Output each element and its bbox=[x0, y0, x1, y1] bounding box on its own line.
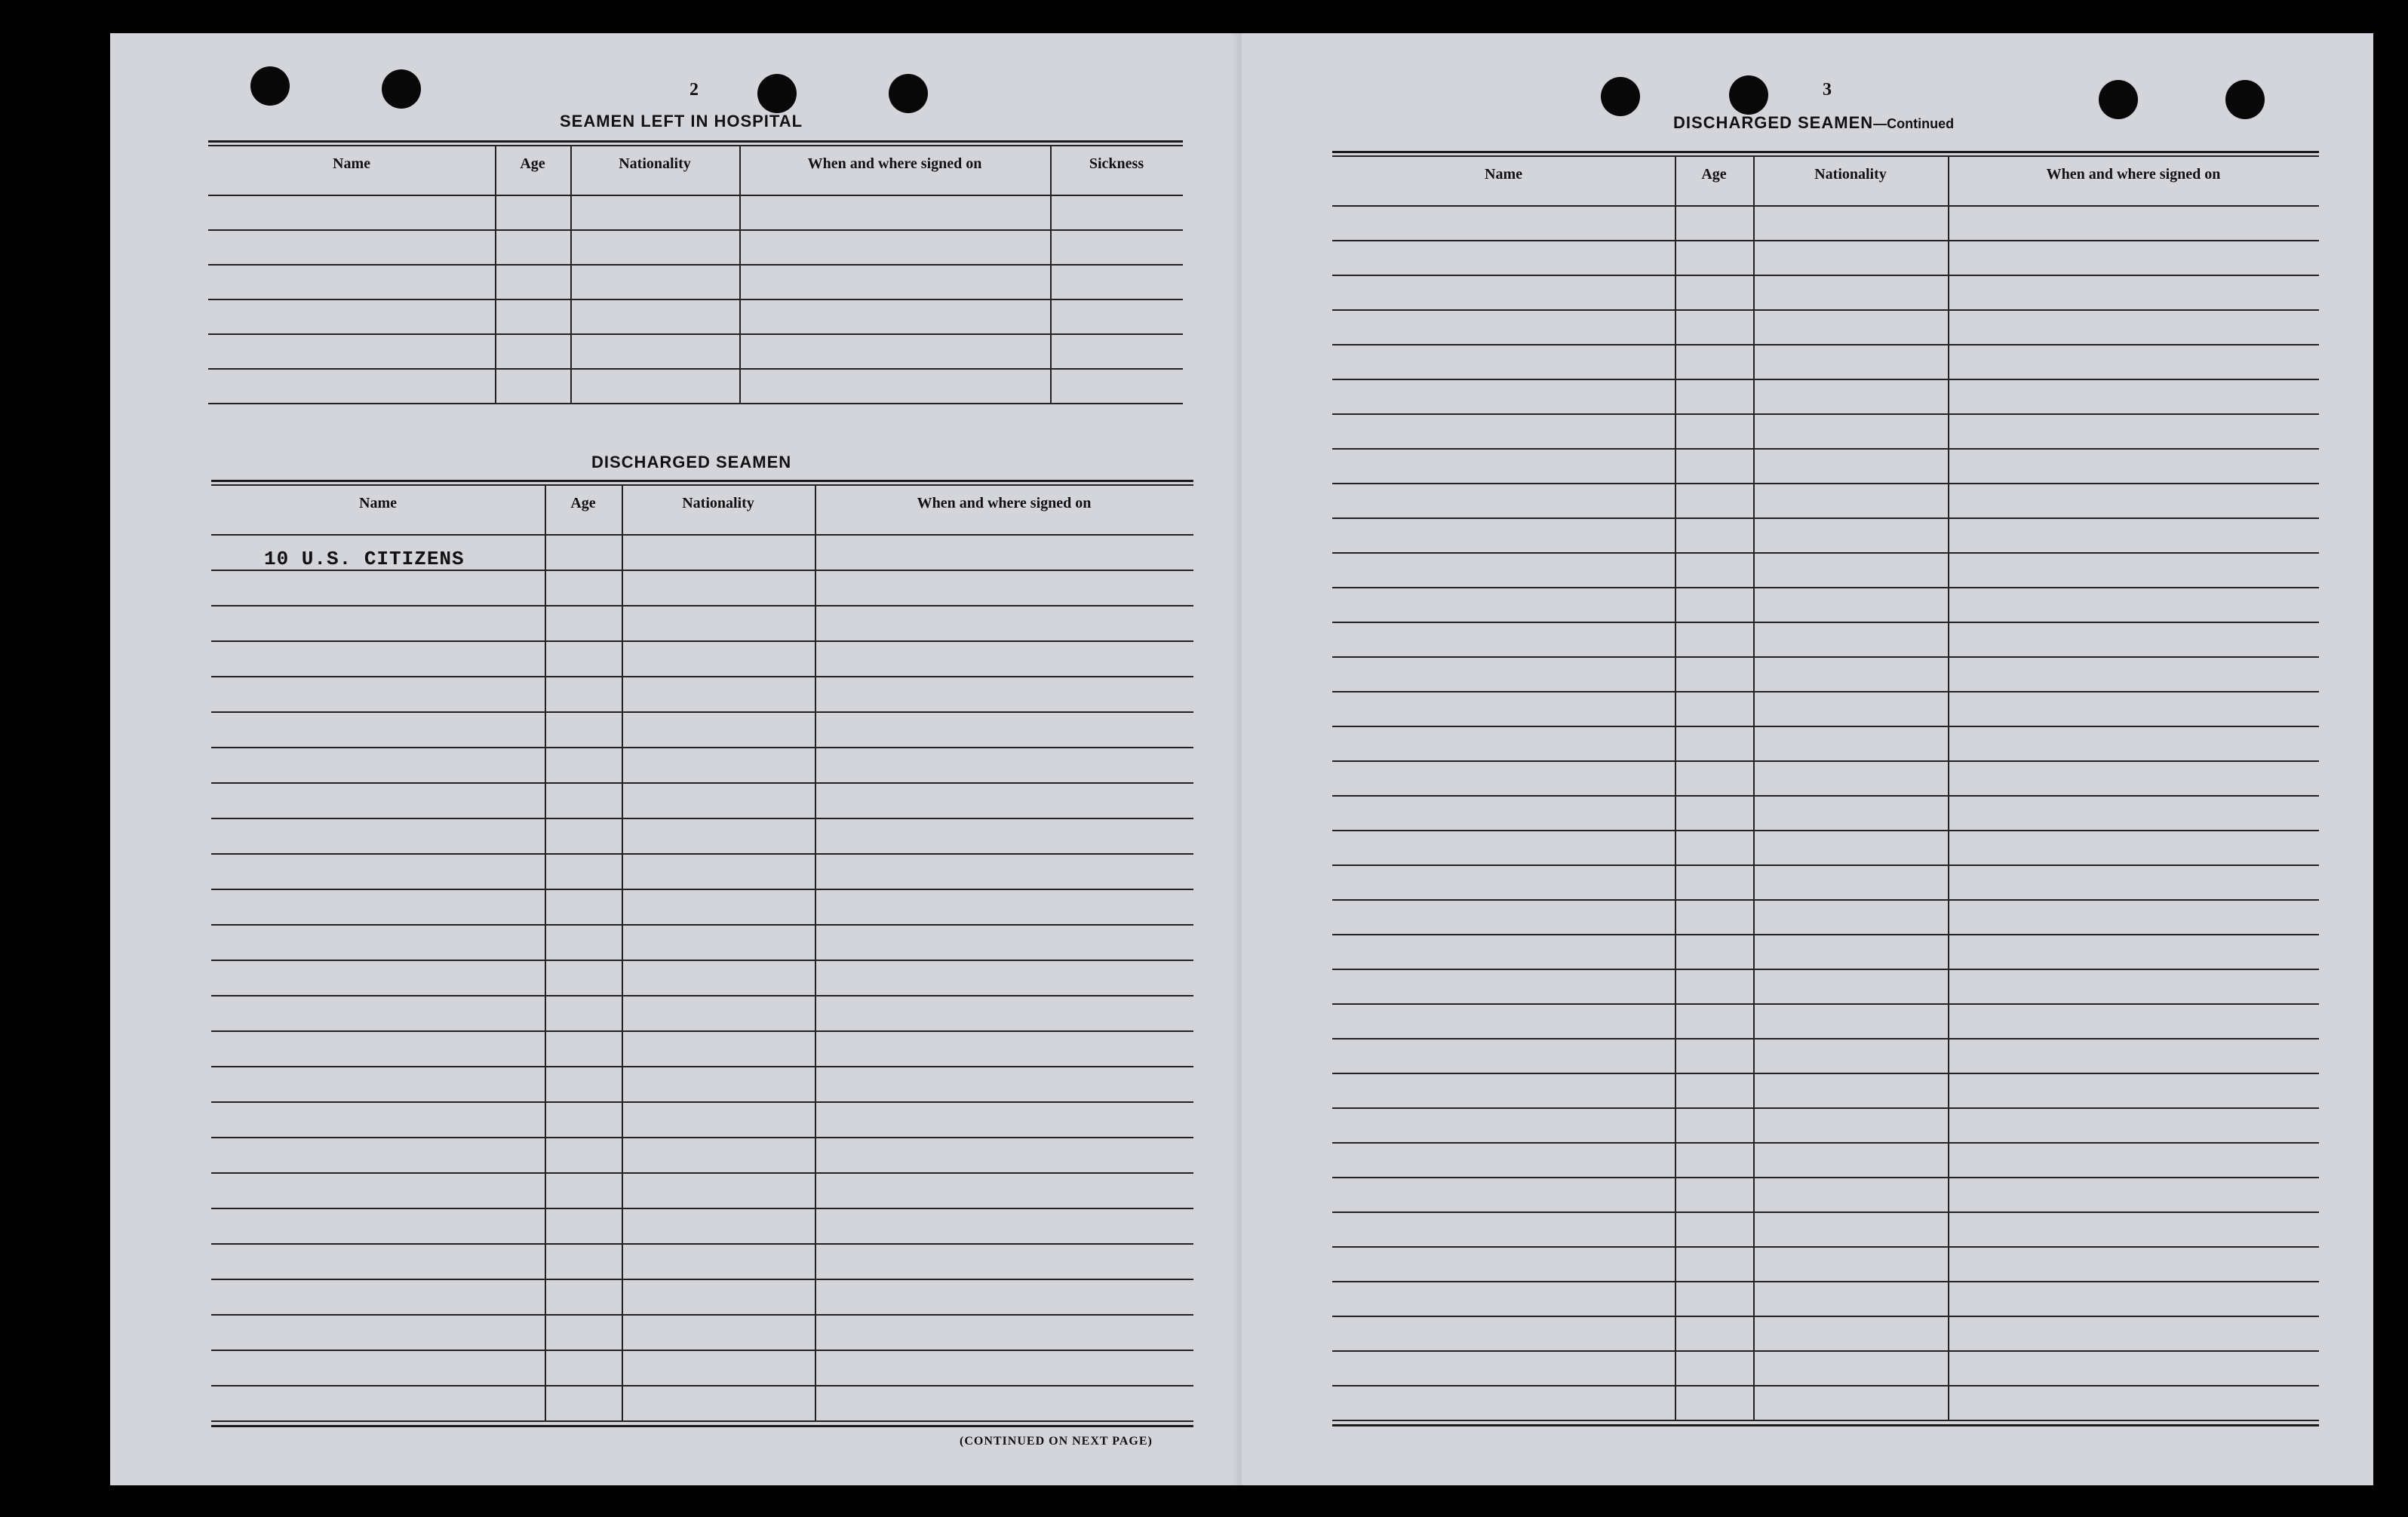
row-rule bbox=[1332, 1420, 2319, 1421]
row-rule bbox=[208, 333, 1183, 335]
column-header: Age bbox=[570, 495, 596, 511]
row-rule bbox=[1332, 830, 2319, 831]
row-rule bbox=[1332, 275, 2319, 276]
continued-table-title-main: DISCHARGED SEAMEN bbox=[1673, 113, 1874, 132]
row-rule bbox=[1332, 795, 2319, 797]
column-rule bbox=[1050, 146, 1052, 403]
column-rule bbox=[622, 486, 623, 1420]
row-rule bbox=[1332, 379, 2319, 380]
column-rule bbox=[1753, 157, 1755, 1420]
continued-table-title-suffix: —Continued bbox=[1873, 116, 1955, 131]
punch-hole bbox=[382, 69, 421, 109]
row-rule bbox=[211, 676, 1193, 677]
row-rule bbox=[211, 960, 1193, 961]
row-rule bbox=[211, 782, 1193, 784]
row-rule bbox=[1332, 1107, 2319, 1109]
row-rule bbox=[211, 1385, 1193, 1386]
row-rule bbox=[211, 1420, 1193, 1422]
row-rule bbox=[211, 1137, 1193, 1138]
row-rule bbox=[211, 605, 1193, 606]
row-rule bbox=[208, 403, 1183, 404]
row-rule bbox=[1332, 969, 2319, 970]
discharged-table-title: DISCHARGED SEAMEN bbox=[591, 453, 792, 471]
page-number: 2 bbox=[690, 80, 699, 100]
row-rule bbox=[1332, 899, 2319, 901]
row-rule bbox=[1332, 726, 2319, 727]
row-rule bbox=[211, 1066, 1193, 1067]
table-top-rule bbox=[1332, 151, 2319, 153]
hospital-table-title: SEAMEN LEFT IN HOSPITAL bbox=[560, 112, 803, 131]
column-header: When and where signed on bbox=[917, 495, 1092, 511]
row-rule bbox=[1332, 1316, 2319, 1317]
column-header: Age bbox=[520, 155, 545, 172]
row-rule bbox=[208, 368, 1183, 370]
column-header: Age bbox=[1701, 166, 1727, 183]
row-rule bbox=[1332, 1038, 2319, 1039]
punch-hole bbox=[889, 74, 928, 113]
header-rule bbox=[208, 195, 1183, 196]
row-rule bbox=[211, 818, 1193, 819]
column-header: When and where signed on bbox=[2046, 166, 2221, 183]
row-rule bbox=[211, 1030, 1193, 1032]
row-rule bbox=[1332, 1385, 2319, 1386]
column-rule bbox=[545, 486, 546, 1420]
right-page bbox=[1242, 33, 2373, 1485]
punch-hole bbox=[757, 74, 797, 113]
row-rule bbox=[208, 264, 1183, 266]
row-rule bbox=[1332, 1281, 2319, 1282]
row-rule bbox=[1332, 517, 2319, 519]
row-rule bbox=[1332, 413, 2319, 415]
row-rule bbox=[1332, 587, 2319, 588]
row-rule bbox=[1332, 934, 2319, 935]
table-top-rule bbox=[211, 484, 1193, 486]
row-rule bbox=[1332, 344, 2319, 345]
row-rule bbox=[211, 889, 1193, 890]
column-header: Name bbox=[333, 155, 370, 172]
column-rule bbox=[739, 146, 741, 403]
row-rule bbox=[1332, 656, 2319, 658]
row-rule bbox=[211, 924, 1193, 926]
row-rule bbox=[1332, 1246, 2319, 1248]
row-rule bbox=[208, 299, 1183, 300]
column-header: Name bbox=[359, 495, 397, 511]
table-top-rule bbox=[208, 140, 1183, 143]
row-rule bbox=[1332, 240, 2319, 241]
row-rule bbox=[1332, 552, 2319, 554]
row-rule bbox=[211, 1314, 1193, 1316]
row-rule bbox=[1332, 309, 2319, 311]
left-page bbox=[110, 33, 1242, 1485]
row-rule bbox=[211, 1172, 1193, 1174]
row-rule bbox=[211, 1350, 1193, 1351]
continued-table-title bbox=[1673, 113, 1954, 133]
column-header: Nationality bbox=[682, 495, 754, 511]
row-rule bbox=[1332, 1142, 2319, 1144]
header-rule bbox=[211, 534, 1193, 536]
row-rule bbox=[211, 747, 1193, 748]
row-rule bbox=[1332, 1211, 2319, 1213]
discharged-entry: 10 U.S. CITIZENS bbox=[264, 548, 465, 570]
row-rule bbox=[1332, 1350, 2319, 1352]
column-header: When and where signed on bbox=[807, 155, 982, 172]
column-rule bbox=[1948, 157, 1949, 1420]
table-bottom-rule bbox=[1332, 1424, 2319, 1426]
row-rule bbox=[208, 229, 1183, 231]
row-rule bbox=[211, 853, 1193, 855]
row-rule bbox=[211, 1279, 1193, 1280]
column-header: Name bbox=[1485, 166, 1522, 183]
row-rule bbox=[1332, 448, 2319, 450]
column-header: Nationality bbox=[619, 155, 691, 172]
table-top-rule bbox=[1332, 155, 2319, 157]
column-rule bbox=[570, 146, 572, 403]
page-number: 3 bbox=[1823, 80, 1832, 100]
row-rule bbox=[211, 1208, 1193, 1209]
table-top-rule bbox=[211, 480, 1193, 482]
column-rule bbox=[495, 146, 496, 403]
row-rule bbox=[1332, 864, 2319, 866]
row-rule bbox=[211, 995, 1193, 996]
row-rule bbox=[1332, 760, 2319, 762]
continued-footnote: (CONTINUED ON NEXT PAGE) bbox=[960, 1435, 1153, 1448]
row-rule bbox=[1332, 691, 2319, 692]
punch-hole bbox=[2099, 80, 2138, 119]
row-rule bbox=[1332, 1177, 2319, 1178]
punch-hole bbox=[1729, 75, 1768, 115]
row-rule bbox=[1332, 622, 2319, 623]
table-bottom-rule bbox=[211, 1425, 1193, 1427]
punch-hole bbox=[2225, 80, 2265, 119]
table-top-rule bbox=[208, 145, 1183, 146]
row-rule bbox=[211, 711, 1193, 713]
row-rule bbox=[211, 1101, 1193, 1103]
punch-hole bbox=[250, 66, 290, 106]
column-rule bbox=[1675, 157, 1676, 1420]
column-header: Nationality bbox=[1814, 166, 1887, 183]
row-rule bbox=[211, 1243, 1193, 1245]
punch-hole bbox=[1601, 77, 1640, 116]
column-header: Sickness bbox=[1089, 155, 1144, 172]
row-rule bbox=[1332, 483, 2319, 484]
row-rule bbox=[1332, 1003, 2319, 1005]
header-rule bbox=[1332, 205, 2319, 207]
row-rule bbox=[1332, 1073, 2319, 1074]
column-rule bbox=[815, 486, 816, 1420]
row-rule bbox=[211, 640, 1193, 642]
